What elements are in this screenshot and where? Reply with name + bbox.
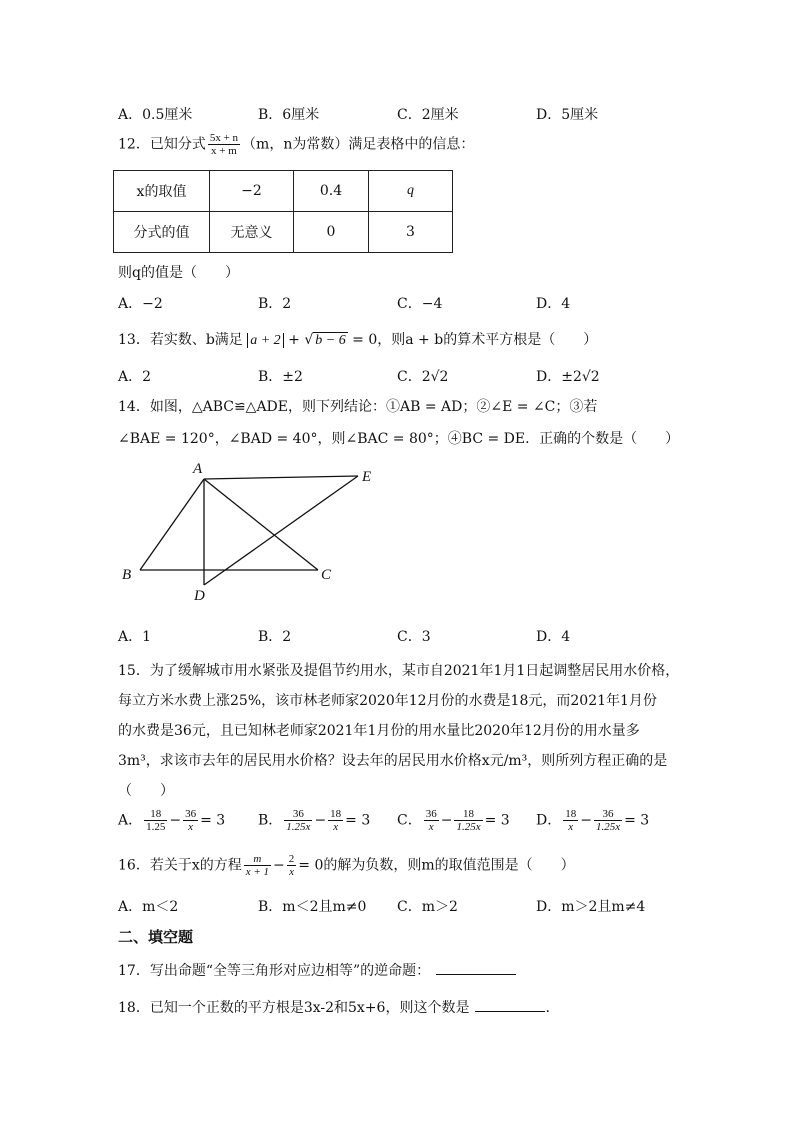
frac-num: 36 bbox=[425, 808, 437, 820]
q15-line: 3m³，求该市去年的居民用水价格？设去年的居民用水价格x元/m³，则所列方程正确的是 bbox=[118, 753, 668, 769]
q16-option-d: D．m＞2且m≠4 bbox=[536, 899, 646, 915]
q16-text-a: 16．若关于x的方程 bbox=[118, 857, 242, 874]
eq-rest: = 3 bbox=[624, 812, 650, 829]
frac-den: 1.25x bbox=[595, 821, 621, 833]
frac-num: 2 bbox=[288, 853, 295, 865]
q12-frac-den: x + m bbox=[211, 145, 237, 157]
frac-num: m bbox=[244, 853, 271, 866]
fraction bbox=[328, 808, 343, 833]
table-cell: 3 bbox=[369, 212, 453, 253]
frac-num: 18 bbox=[144, 808, 167, 821]
segment-de bbox=[204, 476, 358, 585]
table-cell: 无意义 bbox=[210, 212, 294, 253]
q13-option-c: C．2√2 bbox=[397, 369, 449, 385]
section-heading: 二、填空题 bbox=[118, 928, 194, 946]
q13-text-a: 13．若实数、b满足 bbox=[118, 332, 243, 348]
q11-option-d: D．5厘米 bbox=[536, 107, 599, 123]
frac-den: x bbox=[333, 821, 339, 833]
option-label: D． bbox=[536, 812, 562, 829]
q15-option-c: C． $\frac{36}{x}$ − $\frac{18}{1.25x}$ = 3 bbox=[397, 808, 510, 833]
q14-option-b: B．2 bbox=[258, 629, 292, 645]
table-cell: 0.4 bbox=[294, 171, 369, 212]
q12-fraction bbox=[208, 132, 240, 157]
q12-frac-num: 5x + n bbox=[209, 132, 239, 144]
eq-rest: = 3 bbox=[345, 812, 371, 829]
q13-sqrt: b − 6 bbox=[315, 333, 346, 348]
table-cell: x的取值 bbox=[114, 171, 210, 212]
fraction bbox=[287, 853, 297, 878]
q13-option-b: B．±2 bbox=[258, 369, 303, 385]
segment-ab bbox=[140, 479, 204, 570]
q14-option-a: A．1 bbox=[118, 629, 152, 645]
q12-stem bbox=[118, 132, 474, 157]
q15-option-b: B． $\frac{36}{1.25x}$ − $\frac{18}{x}$ = 3 bbox=[258, 808, 371, 833]
q12-option-a: A．−2 bbox=[118, 296, 163, 312]
fraction bbox=[594, 808, 622, 833]
q13-eq: = 0 bbox=[352, 332, 378, 348]
answer-blank[interactable] bbox=[475, 1011, 545, 1012]
point-label-a: A bbox=[193, 461, 203, 477]
fraction bbox=[244, 853, 271, 878]
sqrt-icon: √ bbox=[304, 332, 314, 348]
q12-suffix: （m，n为常数）满足表格中的信息： bbox=[242, 136, 475, 153]
eq-rest: = 3 bbox=[200, 812, 226, 829]
q13-option-d: D．±2√2 bbox=[536, 369, 600, 385]
option-label: A． bbox=[118, 812, 143, 829]
q16-option-b: B．m＜2且m≠0 bbox=[258, 899, 367, 915]
frac-num: 18 bbox=[454, 808, 482, 821]
q15-option-a: A． $\frac{18}{1.25}$ − $\frac{36}{x}$ = 3 bbox=[118, 808, 226, 833]
q11-option-c: C．2厘米 bbox=[397, 107, 459, 123]
eq-rest: = 3 bbox=[484, 812, 510, 829]
frac-den: 1.25x bbox=[456, 821, 481, 833]
fraction bbox=[284, 808, 312, 833]
table-row bbox=[114, 212, 453, 253]
q18-stem bbox=[118, 997, 550, 1017]
q14-option-c: C．3 bbox=[397, 629, 431, 645]
fraction bbox=[563, 808, 578, 833]
q14-line1: 14．如图，△ABC≌△ADE，则下列结论：①AB = AD；②∠E = ∠C；③若 bbox=[118, 399, 598, 415]
q14-figure bbox=[118, 455, 378, 610]
segment-ac bbox=[204, 479, 318, 570]
table-row bbox=[114, 171, 453, 212]
frac-den: x bbox=[188, 821, 194, 833]
fraction bbox=[183, 808, 198, 833]
q15-option-d: D． $\frac{18}{x}$ − $\frac{36}{1.25x}$ = 3 bbox=[536, 808, 650, 833]
answer-blank[interactable] bbox=[436, 974, 516, 975]
table-cell: q bbox=[369, 171, 453, 212]
q16-eq: = 0 bbox=[298, 857, 324, 874]
q11-option-b: B．6厘米 bbox=[258, 107, 320, 123]
q15-line: 15．为了缓解城市用水紧张及提倡节约用水，某市自2021年1月1日起调整居民用水价格， bbox=[118, 663, 680, 679]
segment-ae bbox=[204, 476, 358, 479]
q12-option-c: C．−4 bbox=[397, 296, 443, 312]
q16-option-c: C．m＞2 bbox=[397, 899, 458, 915]
point-label-b: B bbox=[122, 567, 132, 583]
q13-plus: + bbox=[288, 332, 300, 348]
q13-text-b: ，则a + b的算术平方根是（ ） bbox=[377, 332, 598, 348]
fraction bbox=[424, 808, 439, 833]
frac-num: 36 bbox=[185, 808, 197, 820]
frac-den: 1.25x bbox=[286, 821, 311, 833]
frac-den: x bbox=[428, 821, 434, 833]
frac-den: 1.25 bbox=[146, 821, 166, 833]
q12-option-d: D．4 bbox=[536, 296, 571, 312]
q18-text: 18．已知一个正数的平方根是3x-2和5x+6，则这个数是 bbox=[118, 1000, 470, 1016]
table-cell: 分式的值 bbox=[114, 212, 210, 253]
table-cell: −2 bbox=[210, 171, 294, 212]
point-label-e: E bbox=[362, 469, 372, 485]
frac-num: 36 bbox=[284, 808, 312, 821]
frac-num: 36 bbox=[594, 808, 622, 821]
q15-line: 的水费是36元，且已知林老师家2021年1月份的用水量比2020年12月份的用水量多 bbox=[118, 723, 640, 739]
frac-den: x + 1 bbox=[245, 866, 270, 878]
fraction bbox=[144, 808, 167, 833]
option-label: B． bbox=[258, 812, 283, 829]
q13-abs: a + 2 bbox=[247, 333, 283, 348]
q17-stem bbox=[118, 960, 516, 980]
q12-prefix: 12．已知分式 bbox=[118, 136, 206, 153]
frac-num: 18 bbox=[330, 808, 342, 820]
q14-line2: ∠BAE = 120°，∠BAD = 40°，则∠BAC = 80°；④BC = DE．正确的个数是（ ） bbox=[118, 431, 680, 447]
q16-stem: 16．若关于x的方程 $\frac{m}{x + 1}$ − $\frac{2}{x}$ = 0的解为负数，则m的取值范围是（ ） bbox=[118, 853, 575, 878]
q12-question: 则q的值是（ ） bbox=[118, 265, 239, 281]
q11-option-a: A．0.5厘米 bbox=[118, 107, 193, 123]
q12-option-b: B．2 bbox=[258, 296, 292, 312]
table-cell: 0 bbox=[294, 212, 369, 253]
point-label-c: C bbox=[321, 567, 332, 583]
q13-stem bbox=[118, 329, 597, 349]
q13-option-a: A．2 bbox=[118, 369, 152, 385]
q12-table bbox=[113, 170, 453, 253]
q14-option-d: D．4 bbox=[536, 629, 571, 645]
option-label: C． bbox=[397, 812, 422, 829]
frac-den: x bbox=[289, 866, 294, 878]
q15-line: 每立方米水费上涨25%，该市林老师家2020年12月份的水费是18元，而2021年1月份 bbox=[118, 693, 657, 709]
q16-option-a: A．m＜2 bbox=[118, 899, 179, 915]
frac-den: x bbox=[568, 821, 574, 833]
frac-num: 18 bbox=[565, 808, 577, 820]
q16-text-b: 的解为负数，则m的取值范围是（ ） bbox=[323, 857, 575, 874]
point-label-d: D bbox=[194, 588, 205, 604]
fraction bbox=[454, 808, 482, 833]
q18-end: . bbox=[545, 1000, 550, 1016]
q17-text: 17．写出命题“全等三角形对应边相等”的逆命题： bbox=[118, 963, 431, 979]
q15-line: （ ） bbox=[118, 783, 174, 799]
